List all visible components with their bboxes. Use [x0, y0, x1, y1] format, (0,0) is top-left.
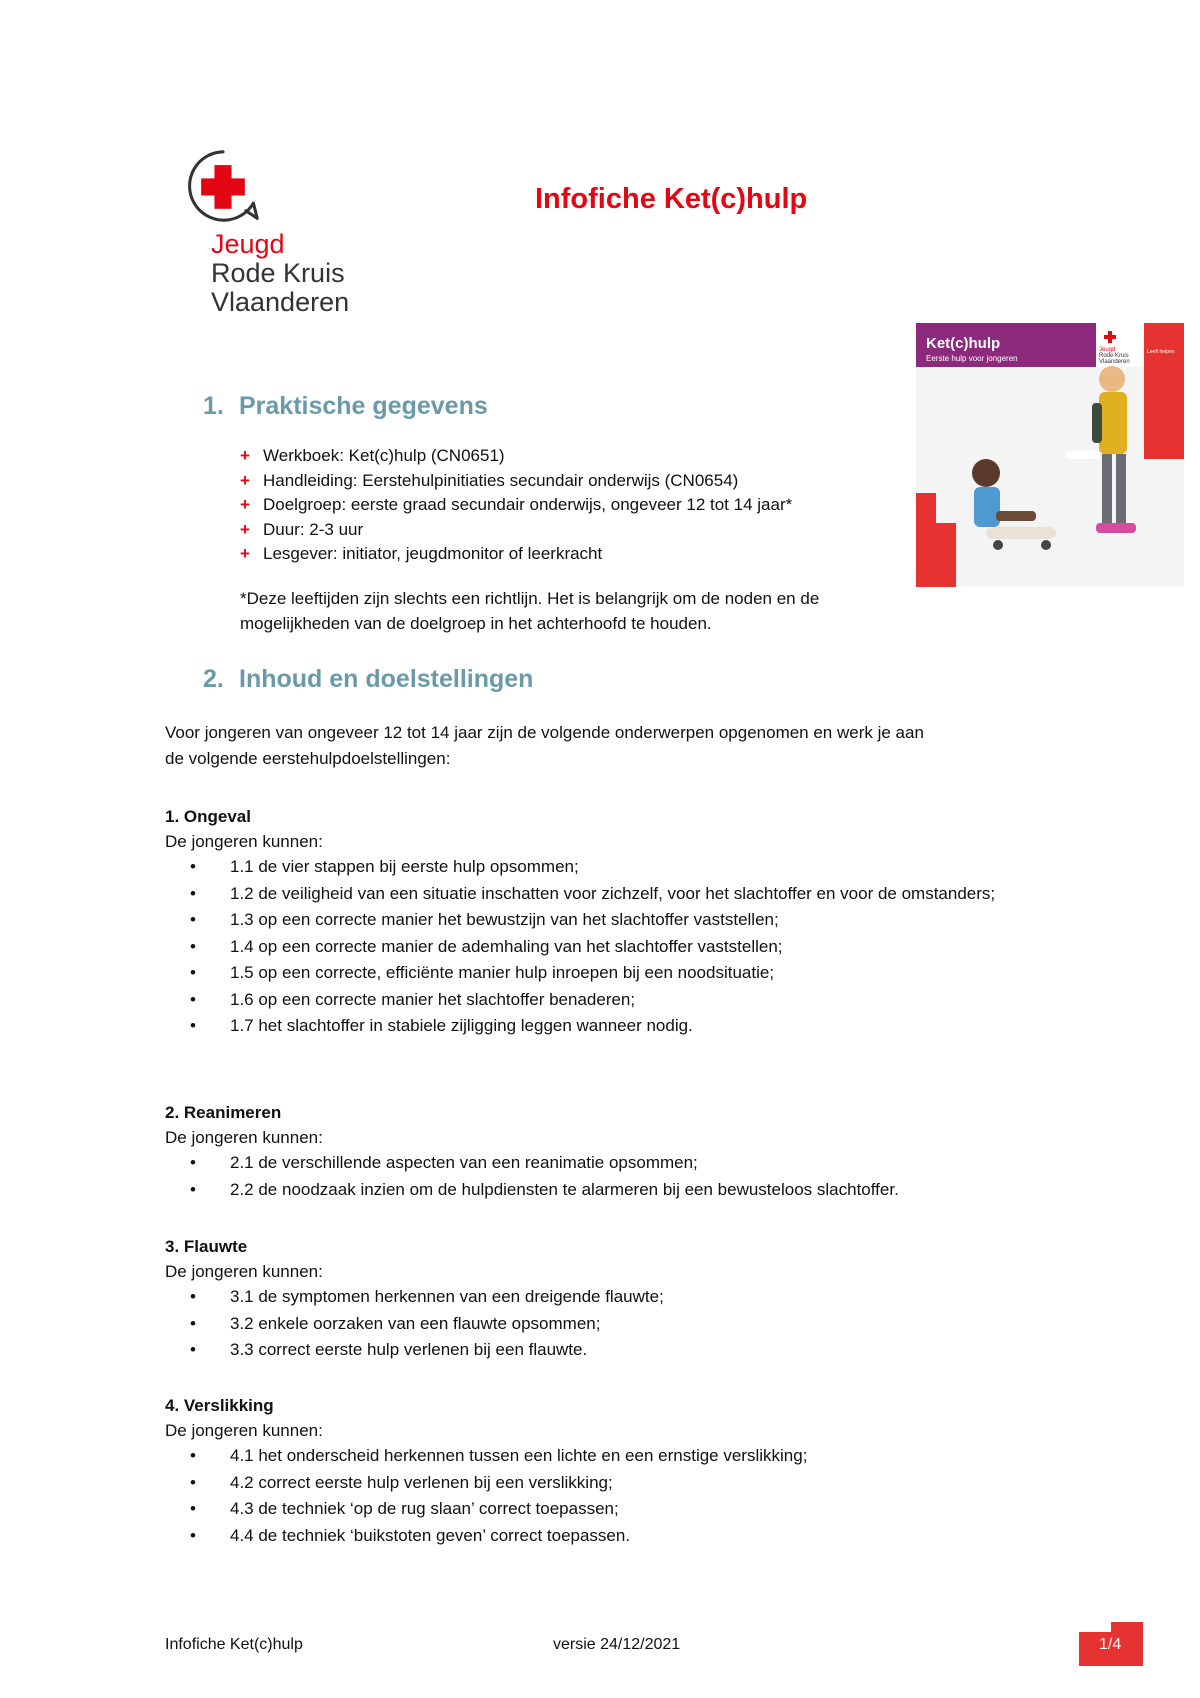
bullet-icon: • [190, 1313, 196, 1333]
plus-icon: + [240, 495, 250, 514]
list-item [165, 1177, 1125, 1204]
cover-brand-line2: Rode Kruis [1099, 353, 1129, 359]
list-item [165, 1496, 1125, 1523]
plus-icon: + [240, 519, 250, 539]
objective-text: 3.2 enkele oorzaken van een flauwte opsommen; [230, 1313, 601, 1333]
list-item [165, 1284, 1125, 1311]
list-item [165, 1443, 1125, 1470]
logo-line-jeugd: Jeugd [211, 229, 285, 259]
list-item [165, 854, 1125, 881]
plus-icon: + [240, 470, 250, 490]
practical-item-teacher: Lesgever: initiator, jeugdmonitor of leerkracht [263, 544, 603, 563]
bullet-icon: • [190, 1499, 196, 1518]
list-item [240, 469, 792, 494]
objective-text: 1.2 de veiligheid van een situatie inschatten voor zichzelf, voor het slachtoffer en voor de omstanders; [230, 883, 996, 903]
objective-text: 1.5 op een correcte, efficiënte manier hulp inroepen bij een noodsituatie; [230, 963, 775, 982]
bullet-icon: • [190, 1446, 196, 1465]
practical-info-list [240, 444, 792, 567]
objectives-list [165, 1284, 1125, 1364]
topic-subtitle: De jongeren kunnen: [165, 1262, 323, 1281]
bullet-icon: • [190, 1016, 196, 1035]
intro-line2: de volgende eerstehulpdoelstellingen: [165, 749, 451, 768]
bullet-icon: • [190, 910, 196, 929]
plus-icon: + [240, 544, 250, 563]
topic-title: 4. Verslikking [165, 1396, 274, 1415]
cover-brand-side: Leeft helpen [1147, 349, 1175, 355]
footer-version: versie 24/12/2021 [553, 1636, 681, 1653]
objectives-list [165, 1150, 1125, 1203]
topic-subtitle: De jongeren kunnen: [165, 1421, 323, 1440]
list-item [165, 1470, 1125, 1497]
topic-ongeval [165, 804, 1125, 1040]
section-1-number: 1. [203, 392, 224, 420]
list-item [165, 1150, 1125, 1177]
section-2-heading [203, 665, 533, 694]
objective-text: 2.1 de verschillende aspecten van een reanimatie opsommen; [230, 1153, 698, 1172]
list-item [165, 881, 1125, 908]
objective-text: 4.4 de techniek ‘buikstoten geven’ correct toepassen. [230, 1525, 631, 1545]
cover-brand-line1: Jeugd [1099, 347, 1116, 353]
jeugd-rode-kruis-logo [185, 148, 385, 318]
footer-doc-title: Infofiche Ket(c)hulp [165, 1636, 303, 1653]
age-note-line2: mogelijkheden van de doelgroep in het achterhoofd te houden. [240, 614, 712, 633]
cover-brand-line3: Vlaanderen [1099, 359, 1130, 365]
bullet-icon: • [190, 857, 196, 876]
list-item [240, 518, 792, 543]
topic-verslikking [165, 1393, 1125, 1549]
practical-item-workbook: Werkboek: Ket(c)hulp (CN0651) [263, 446, 505, 465]
section-1-heading [203, 392, 488, 421]
topic-subtitle: De jongeren kunnen: [165, 1128, 323, 1147]
cover-illustration [916, 323, 1184, 587]
logo-line-vlaanderen: Vlaanderen [211, 287, 350, 317]
list-item [165, 934, 1125, 961]
list-item [165, 907, 1125, 934]
objective-text: 4.3 de techniek ‘op de rug slaan’ correct toepassen; [230, 1499, 619, 1518]
workbook-cover-image [916, 323, 1184, 587]
section-2-title: Inhoud en doelstellingen [239, 665, 534, 693]
list-item [240, 444, 792, 469]
objective-text: 2.2 de noodzaak inzien om de hulpdiensten te alarmeren bij een bewusteloos slachtoffer. [230, 1179, 899, 1199]
age-note [240, 586, 960, 636]
objective-text: 4.1 het onderscheid herkennen tussen een lichte en een ernstige verslikking; [230, 1446, 808, 1465]
objective-text: 1.4 op een correcte manier de ademhaling van het slachtoffer vaststellen; [230, 936, 783, 956]
cover-subtitle: Eerste hulp voor jongeren [926, 354, 1018, 363]
page-title: Infofiche Ket(c)hulp [535, 183, 808, 215]
objective-text: 1.1 de vier stappen bij eerste hulp opsommen; [230, 857, 579, 876]
topic-title: 3. Flauwte [165, 1237, 248, 1256]
cover-title: Ket(c)hulp [926, 335, 1001, 352]
intro-line1: Voor jongeren van ongeveer 12 tot 14 jaar zijn de volgende onderwerpen opgenomen en werk je aan [165, 723, 924, 742]
logo-line-rode-kruis: Rode Kruis [211, 258, 345, 288]
bullet-icon: • [190, 1340, 196, 1359]
topic-flauwte [165, 1234, 1125, 1364]
bullet-icon: • [190, 989, 196, 1009]
list-item [165, 1311, 1125, 1338]
list-item [165, 1337, 1125, 1364]
topic-title: 1. Ongeval [165, 807, 251, 826]
list-item [165, 1523, 1125, 1550]
list-item [165, 987, 1125, 1014]
objective-text: 1.6 op een correcte manier het slachtoffer benaderen; [230, 989, 636, 1009]
bullet-icon: • [190, 1525, 196, 1545]
objectives-list [165, 1443, 1125, 1549]
red-cross-icon [185, 148, 261, 224]
bullet-icon: • [190, 1472, 196, 1492]
age-note-line1: *Deze leeftijden zijn slechts een richtlijn. Het is belangrijk om de noden en de [240, 589, 820, 608]
list-item [165, 1013, 1125, 1040]
bullet-icon: • [190, 1287, 196, 1306]
objective-text: 4.2 correct eerste hulp verlenen bij een verslikking; [230, 1472, 613, 1492]
objective-text: 1.3 op een correcte manier het bewustzijn van het slachtoffer vaststellen; [230, 910, 779, 929]
bullet-icon: • [190, 1153, 196, 1172]
list-item [165, 960, 1125, 987]
practical-item-duration: Duur: 2-3 uur [263, 519, 364, 539]
section-2-number: 2. [203, 665, 224, 693]
objective-text: 3.1 de symptomen herkennen van een dreigende flauwte; [230, 1287, 664, 1306]
bullet-icon: • [190, 1179, 196, 1199]
bullet-icon: • [190, 963, 196, 982]
logo-wordmark [211, 230, 349, 317]
bullet-icon: • [190, 883, 196, 903]
list-item [240, 493, 792, 518]
bullet-icon: • [190, 936, 196, 956]
practical-item-manual: Handleiding: Eerstehulpinitiaties secundair onderwijs (CN0654) [263, 470, 739, 490]
list-item [240, 542, 792, 567]
section-2-intro [165, 720, 1085, 772]
section-1-title: Praktische gegevens [239, 392, 488, 420]
topic-reanimeren [165, 1100, 1125, 1203]
page-number: 1/4 [1099, 1636, 1122, 1653]
objective-text: 3.3 correct eerste hulp verlenen bij een flauwte. [230, 1340, 588, 1359]
practical-item-target-group: Doelgroep: eerste graad secundair onderwijs, ongeveer 12 tot 14 jaar* [263, 495, 793, 514]
objectives-list [165, 854, 1125, 1040]
topic-subtitle: De jongeren kunnen: [165, 832, 323, 851]
objective-text: 1.7 het slachtoffer in stabiele zijligging leggen wanneer nodig. [230, 1016, 693, 1035]
topic-title: 2. Reanimeren [165, 1103, 282, 1122]
plus-icon: + [240, 446, 250, 465]
